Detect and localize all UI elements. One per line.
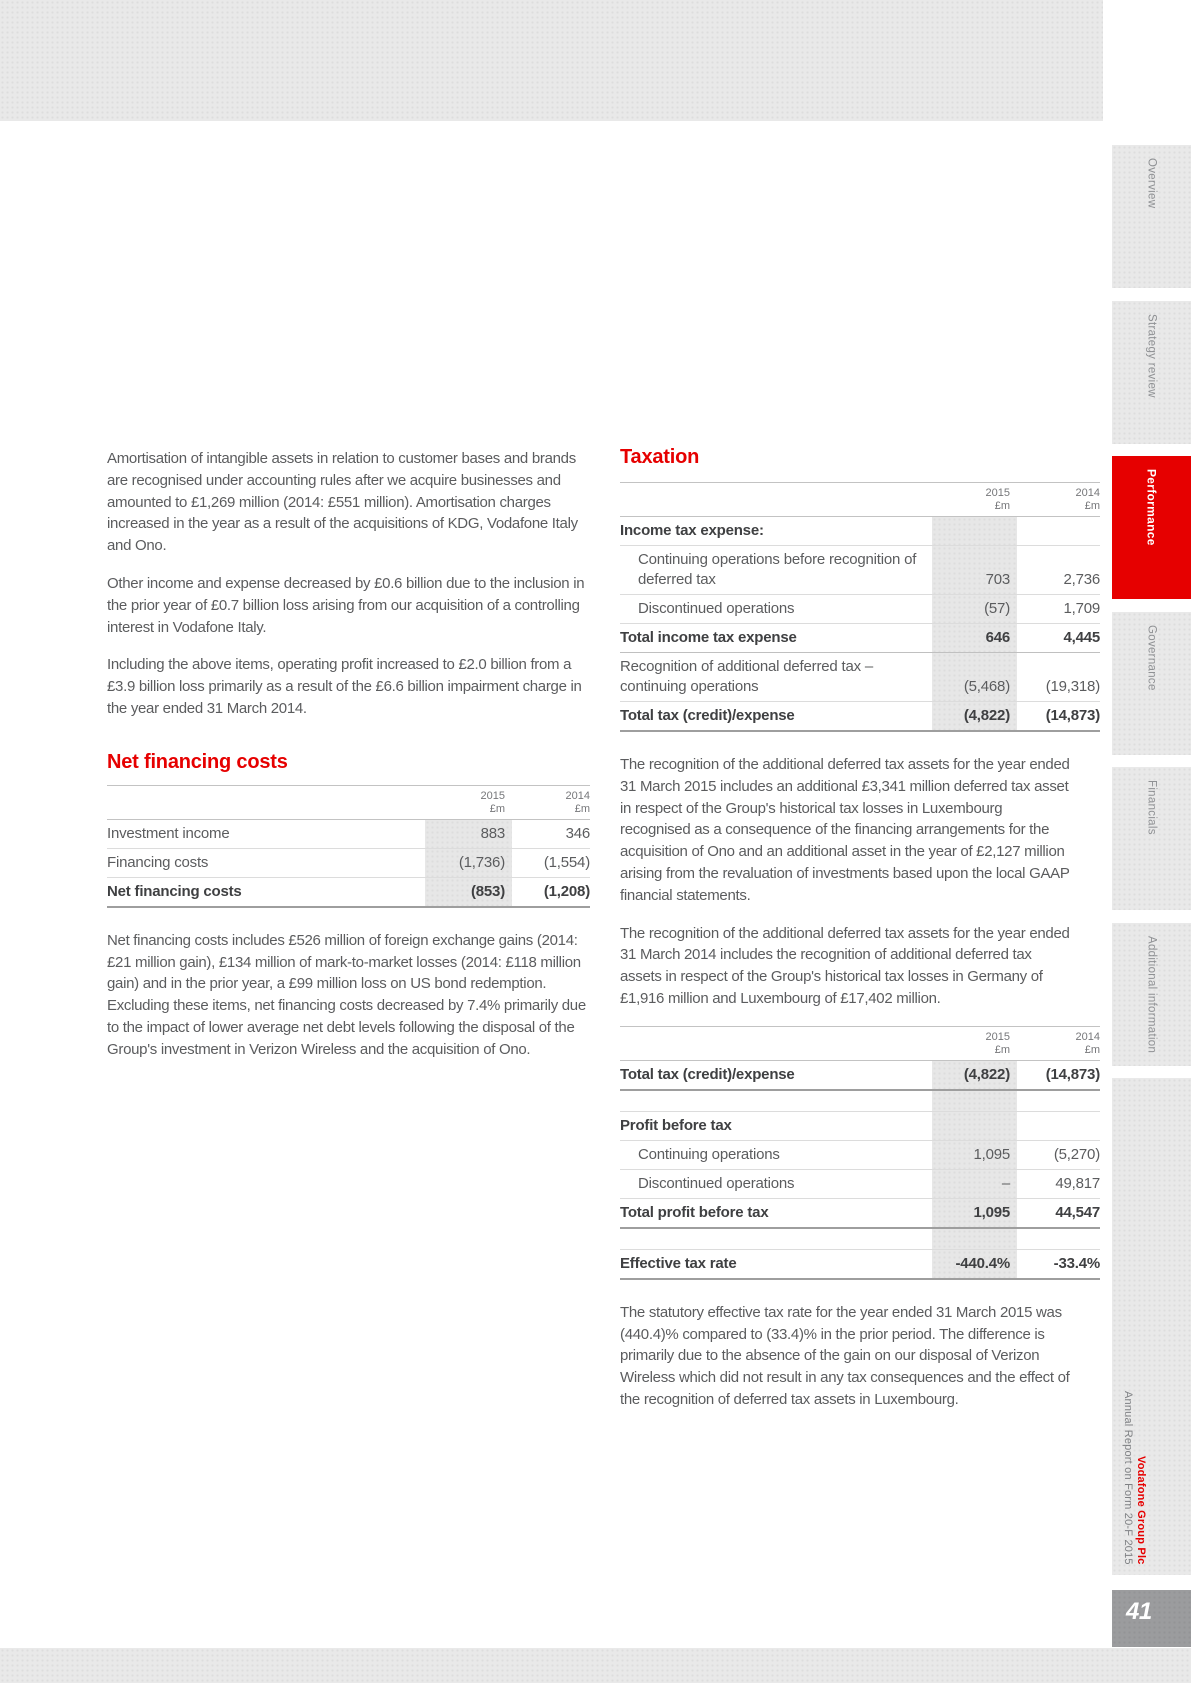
table-cell: (57): [932, 595, 1017, 624]
report-title: Annual Report on Form 20-F 2015: [1122, 1391, 1134, 1565]
table-cell: -33.4%: [1017, 1250, 1100, 1280]
sidebar-tab-label: Governance: [1145, 624, 1158, 691]
table-cell: 2,736: [1017, 546, 1100, 595]
sidebar-tab-label: Performance: [1144, 469, 1159, 546]
sidebar-tab-label: Overview: [1145, 158, 1158, 209]
table-cell: 49,817: [1017, 1170, 1100, 1199]
body-paragraph: The recognition of the additional deferred tax assets for the year ended 31 March 2014 includes the recognition of additional deferred tax assets in respect of the Group's historical tax losses in Germany of £1,916 million and Luxembourg of £17,402 million.: [620, 924, 1070, 1007]
table-cell: Effective tax rate: [620, 1250, 932, 1280]
bottom-footer-band: [0, 1648, 1191, 1683]
table-header-row: [620, 1027, 1100, 1061]
sidebar-footer-block: [1112, 1078, 1191, 1575]
table-cell: 44,547: [1017, 1199, 1100, 1229]
table-header-row: [107, 786, 590, 820]
table-cell: (4,822): [932, 1061, 1017, 1091]
table-row: [620, 517, 1100, 546]
column-header-2014: 2014 £m: [1017, 483, 1100, 517]
table-row: [620, 1250, 1100, 1280]
brand-name: Vodafone Group Plc: [1135, 1456, 1147, 1565]
net-financing-paragraphs: [107, 930, 593, 1061]
table-row: [620, 1091, 1100, 1112]
table-cell: –: [932, 1170, 1017, 1199]
taxation-paragraphs: [620, 754, 1100, 1010]
sidebar-tab-additional-information[interactable]: [1112, 923, 1191, 1066]
table-cell: [620, 1091, 932, 1112]
table-cell: Total tax (credit)/expense: [620, 1061, 932, 1091]
table-cell: [1017, 1229, 1100, 1250]
table-cell: 646: [932, 624, 1017, 653]
taxation-heading: Taxation: [620, 446, 700, 468]
table-cell: 883: [425, 820, 512, 849]
table-cell: Profit before tax: [620, 1112, 932, 1141]
table-header-row: [620, 483, 1100, 517]
table-cell: Total profit before tax: [620, 1199, 932, 1229]
body-paragraph: Net financing costs includes £526 million of foreign exchange gains (2014: £21 million gain), £134 million of mark-to-market losses (2014: £118 million gain) and in the prior year, a £99 million loss on US bond redemption. Excluding these items, net financing costs decreased by 7.4% primarily due to the impact of lower average net debt levels following the disposal of the Group's investment in Verizon Wireless and the acquisition of Ono.: [107, 931, 586, 1058]
column-header-2015: 2015 £m: [425, 786, 512, 820]
body-paragraph: The recognition of the additional deferred tax assets for the year ended 31 March 2015 includes an additional £3,341 million deferred tax asset in respect of the Group's historical tax losses in Luxembourg recognised as a consequence of the financing arrangements for the acquisition of Ono and an additional asset in the year of £2,127 million arising from the revaluation of investments based upon the local GAAP financial statements.: [620, 756, 1070, 904]
table-cell: 703: [932, 546, 1017, 595]
table-cell: [1017, 517, 1100, 546]
table-cell: Continuing operations before recognition of deferred tax: [620, 546, 932, 595]
table-cell: (4,822): [932, 702, 1017, 732]
column-header-2015: 2015 £m: [932, 1027, 1017, 1061]
table-cell: (1,208): [512, 878, 590, 908]
column-header-2014: 2014 £m: [1017, 1027, 1100, 1061]
table-row: [107, 878, 590, 908]
sidebar-tab-label: Financials: [1145, 780, 1158, 835]
table-cell: Total income tax expense: [620, 624, 932, 653]
table-row: [620, 1141, 1100, 1170]
net-financing-costs-heading: Net financing costs: [107, 750, 288, 773]
table-cell: Discontinued operations: [620, 595, 932, 624]
column-header-2014: 2014 £m: [512, 786, 590, 820]
table-cell: (853): [425, 878, 512, 908]
table-row: [107, 820, 590, 849]
table-cell: [1017, 1091, 1100, 1112]
table-row: [620, 1229, 1100, 1250]
table-row: [620, 595, 1100, 624]
report-title-rotated: [1121, 1335, 1147, 1565]
table-cell: Continuing operations: [620, 1141, 932, 1170]
sidebar-tab-label: Additional information: [1145, 935, 1158, 1053]
sidebar-tab-label: Strategy review: [1145, 313, 1158, 398]
table-cell: (5,270): [1017, 1141, 1100, 1170]
section-tab-bar: [1112, 145, 1191, 1066]
sidebar-tab-overview[interactable]: [1112, 145, 1191, 288]
table-cell: 1,709: [1017, 595, 1100, 624]
body-paragraph: Other income and expense decreased by £0.6 billion due to the inclusion in the prior year of £0.7 billion loss arising from our acquisition of a controlling interest in Vodafone Italy.: [107, 574, 585, 636]
table-cell: 1,095: [932, 1199, 1017, 1229]
table-row: [620, 1112, 1100, 1141]
table-cell: [932, 517, 1017, 546]
table-cell: [1017, 1112, 1100, 1141]
net-financing-costs-table: [107, 785, 590, 908]
table-row: [620, 1199, 1100, 1229]
sidebar-tab-performance[interactable]: [1112, 456, 1191, 599]
column-header-2015: 2015 £m: [932, 483, 1017, 517]
body-paragraph: Amortisation of intangible assets in relation to customer bases and brands are recognised under accounting rules after we acquire businesses and amounted to £1,269 million (2014: £551 million). Amortisation charges increased in the year as a result of the acquisitions of KDG, Vodafone Italy and Ono.: [107, 450, 578, 555]
table-cell: 1,095: [932, 1141, 1017, 1170]
table-cell: Net financing costs: [107, 878, 425, 908]
page-number-box: [1112, 1590, 1191, 1647]
table-cell: (19,318): [1017, 653, 1100, 702]
taxation-closing-paragraphs: [620, 1302, 1100, 1411]
table-row: [620, 546, 1100, 595]
table-cell: (14,873): [1017, 702, 1100, 732]
table-cell: Discontinued operations: [620, 1170, 932, 1199]
body-paragraph: Including the above items, operating profit increased to £2.0 billion from a £3.9 billion loss primarily as a result of the £6.6 billion impairment charge in the year ended 31 March 2014.: [107, 656, 582, 717]
table-cell: 346: [512, 820, 590, 849]
left-column: [107, 448, 593, 1077]
sidebar-tab-strategy-review[interactable]: [1112, 301, 1191, 444]
intro-paragraphs: [107, 448, 593, 720]
table-cell: [932, 1112, 1017, 1141]
table-row: [620, 1170, 1100, 1199]
table-cell: (14,873): [1017, 1061, 1100, 1091]
table-row: [620, 702, 1100, 732]
profit-before-tax-table: [620, 1026, 1100, 1280]
page-number: 41: [1126, 1598, 1152, 1625]
table-row: [620, 1061, 1100, 1091]
table-row: [107, 849, 590, 878]
table-cell: [620, 1229, 932, 1250]
table-row: [620, 624, 1100, 653]
table-cell: Income tax expense:: [620, 517, 932, 546]
table-cell: [932, 1091, 1017, 1112]
table-cell: -440.4%: [932, 1250, 1017, 1280]
body-paragraph: The statutory effective tax rate for the year ended 31 March 2015 was (440.4)% compared to (33.4)% in the prior period. The difference is primarily due to the absence of the gain on our disposal of Verizon Wireless which did not result in any tax consequences and the effect of the recognition of deferred tax assets in Luxembourg.: [620, 1303, 1070, 1408]
table-row: [620, 653, 1100, 702]
table-cell: Recognition of additional deferred tax – continuing operations: [620, 653, 932, 702]
table-cell: (1,554): [512, 849, 590, 878]
table-cell: [932, 1229, 1017, 1250]
table-cell: 4,445: [1017, 624, 1100, 653]
top-header-band: [0, 0, 1103, 121]
table-cell: Total tax (credit)/expense: [620, 702, 932, 732]
table-cell: Investment income: [107, 820, 425, 849]
table-cell: (5,468): [932, 653, 1017, 702]
right-column: [620, 445, 1100, 1427]
sidebar-tab-governance[interactable]: [1112, 612, 1191, 755]
table-cell: (1,736): [425, 849, 512, 878]
income-tax-table: [620, 482, 1100, 732]
table-cell: Financing costs: [107, 849, 425, 878]
sidebar-tab-financials[interactable]: [1112, 767, 1191, 910]
